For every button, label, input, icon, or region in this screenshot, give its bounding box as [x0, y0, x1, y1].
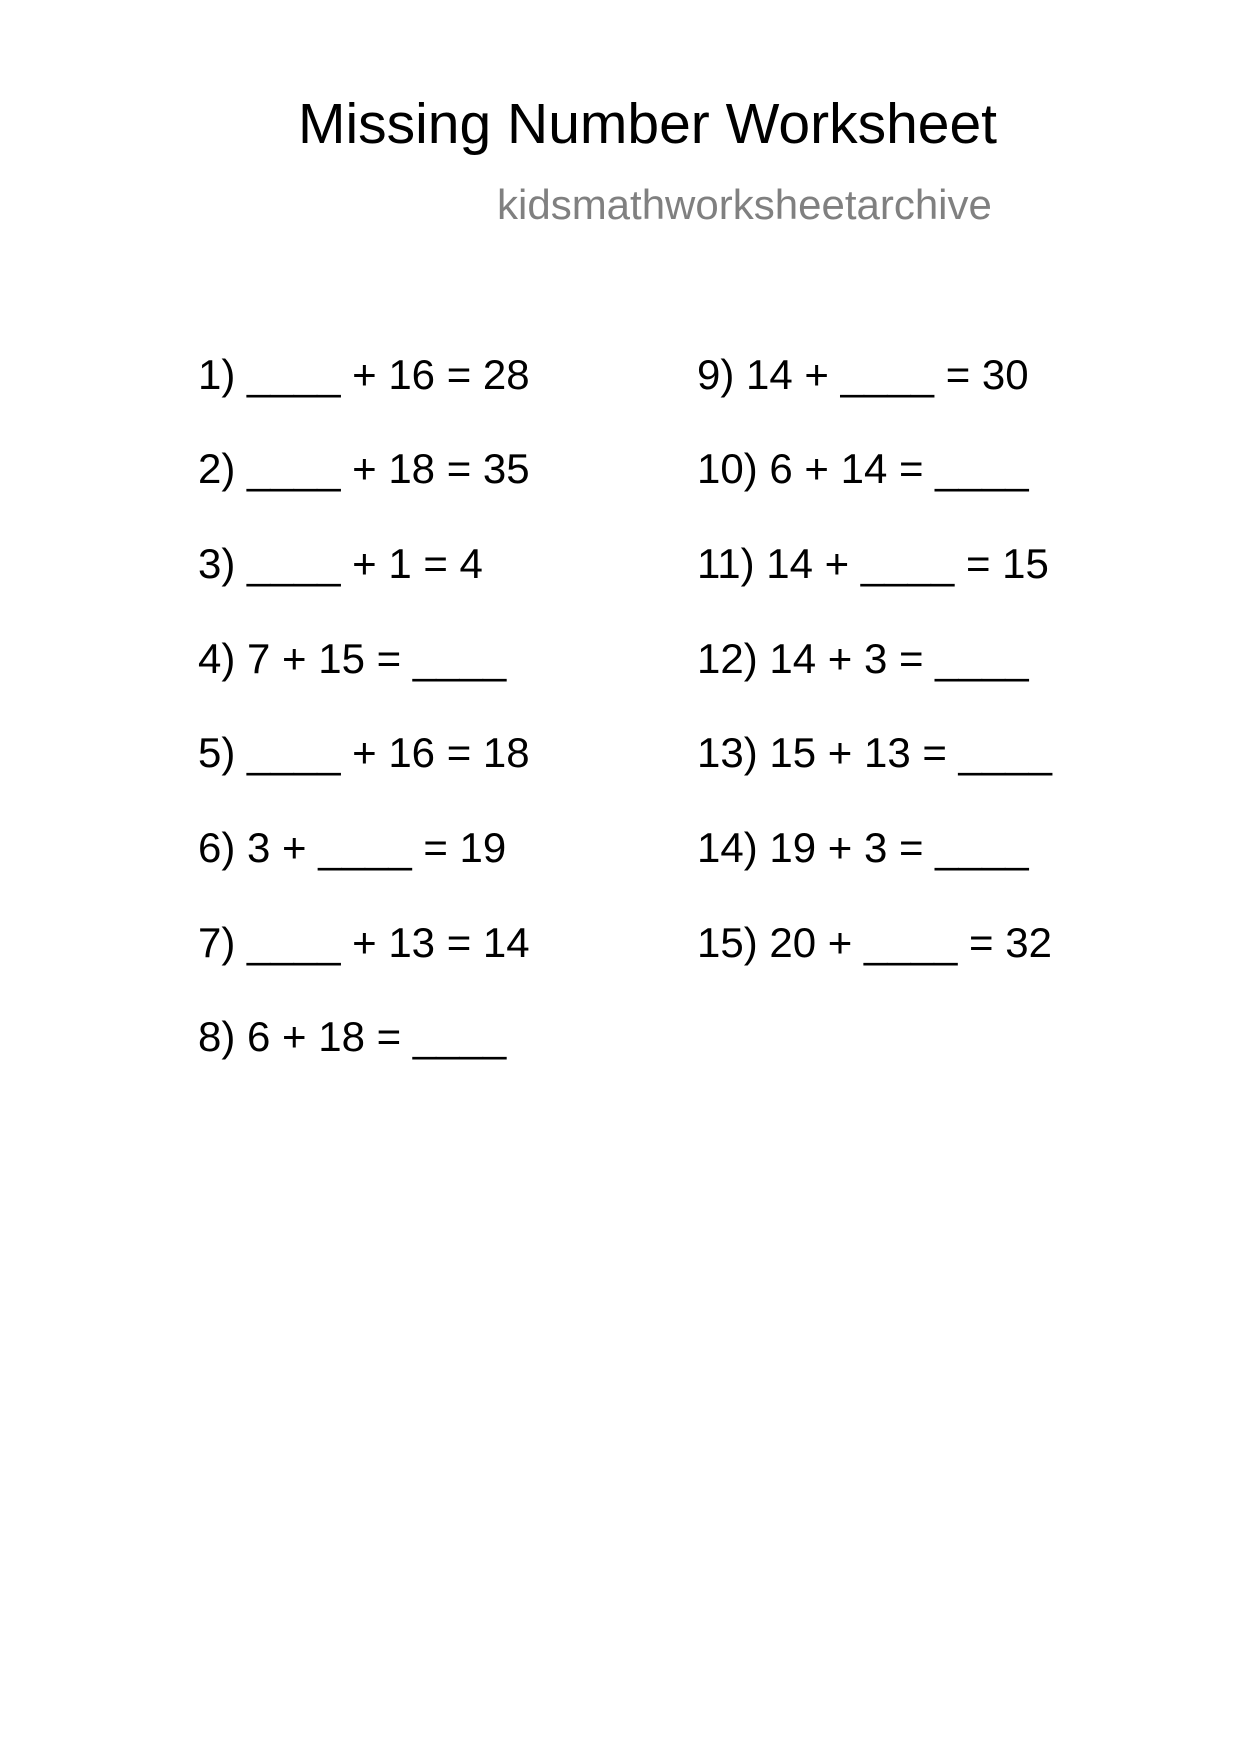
problem-9: 9) 14 + ____ = 30: [697, 351, 1029, 398]
problem-10: 10) 6 + 14 = ____: [697, 445, 1029, 492]
problem-6: 6) 3 + ____ = 19: [198, 824, 507, 871]
worksheet-source: kidsmathworksheetarchive: [497, 181, 992, 228]
problem-14: 14) 19 + 3 = ____: [697, 824, 1029, 871]
worksheet-title: Missing Number Worksheet: [298, 92, 998, 156]
problem-3: 3) ____ + 1 = 4: [198, 540, 483, 587]
problem-1: 1) ____ + 16 = 28: [198, 351, 530, 398]
problem-11: 11) 14 + ____ = 15: [697, 540, 1049, 587]
problem-5: 5) ____ + 16 = 18: [198, 729, 530, 776]
problem-8: 8) 6 + 18 = ____: [198, 1013, 507, 1060]
problem-4: 4) 7 + 15 = ____: [198, 635, 507, 682]
problem-15: 15) 20 + ____ = 32: [697, 919, 1052, 966]
problem-2: 2) ____ + 18 = 35: [198, 445, 530, 492]
problem-7: 7) ____ + 13 = 14: [198, 919, 530, 966]
problem-13: 13) 15 + 13 = ____: [697, 729, 1052, 776]
problem-12: 12) 14 + 3 = ____: [697, 635, 1029, 682]
